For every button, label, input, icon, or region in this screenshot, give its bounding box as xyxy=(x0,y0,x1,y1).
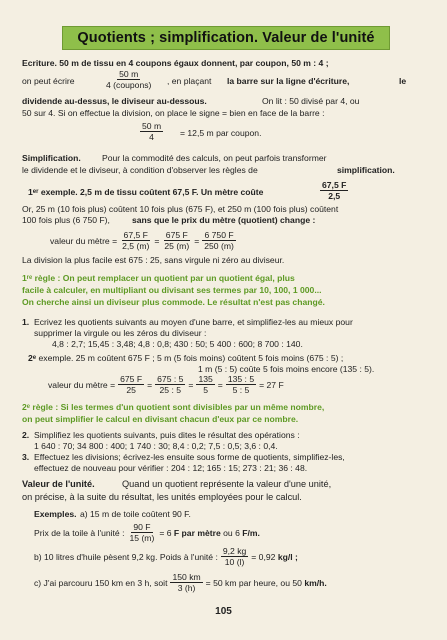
ecriture-result: = 12,5 m par coupon. xyxy=(180,128,262,138)
fraction-numerator: 67,5 F xyxy=(123,230,148,240)
fraction xyxy=(128,522,157,543)
unit-bold: km/h. xyxy=(304,577,327,588)
valeur-line-2: on précise, à la suite du résultat, les unités employées pour le calcul. xyxy=(22,492,302,502)
valeur-line-1: Quand un quotient représente la valeur d'une unité, xyxy=(122,479,332,489)
fraction-50m-4coupons xyxy=(104,69,153,90)
rule-2-line-1: 2ᵉ règle : Si les termes d'un quotient sont divisibles par un même nombre, xyxy=(22,402,325,412)
fraction-numerator: 675 F xyxy=(165,230,188,240)
fraction xyxy=(162,230,191,251)
fraction-denominator: 2,5 (m) xyxy=(122,241,150,251)
example-b-equation xyxy=(34,546,298,567)
example-a-equation xyxy=(34,522,260,543)
example-1-text: exemple. 2,5 m de tissu coûtent 67,5 F. Un mètre coûte xyxy=(40,187,264,197)
equation-result: = 27 F xyxy=(259,379,284,390)
equation-result-or: ou 6 xyxy=(223,527,240,538)
valeur-heading: Valeur de l'unité. xyxy=(22,479,95,489)
example-c-equation xyxy=(34,572,327,593)
equation-result: = 50 km par heure, ou 50 xyxy=(205,577,302,588)
fraction-denominator: 25 (m) xyxy=(164,241,190,251)
example-1-sup: er xyxy=(32,189,39,195)
fraction-denominator: 25 : 5 xyxy=(159,385,182,395)
example-2-number: 2 xyxy=(28,353,33,363)
unit-bold: F/m. xyxy=(242,527,260,538)
example-2-line-2: 1 m (5 : 5) coûte 5 fois moins encore (135 : 5). xyxy=(198,364,375,374)
exercise-1-number: 1. xyxy=(22,317,30,327)
fraction-numerator: 135 : 5 xyxy=(227,374,255,384)
example-1-line-5: La division la plus facile est 675 : 25, sans virgule ni zéro au diviseur. xyxy=(22,255,285,265)
example-2-sup: e xyxy=(32,355,37,361)
fraction xyxy=(120,230,151,251)
example-1-line-2: Or, 25 m (10 fois plus) coûtent 10 fois plus (675 F), et 250 m (100 fois plus) coûtent xyxy=(22,204,339,214)
fraction xyxy=(170,572,202,593)
fraction-numerator: 6 750 F xyxy=(204,230,234,240)
fraction-denominator: 5 : 5 xyxy=(232,385,250,395)
exercise-2-line-2: 1 640 : 70; 34 800 : 400; 1 740 : 30; 8,4 : 0,2; 7,5 : 0,5; 3,6 : 0,4. xyxy=(34,441,278,451)
exercise-3-number: 3. xyxy=(22,452,30,462)
example-b-text: b) 10 litres d'huile pèsent 9,2 kg. Poids à l'unité : xyxy=(34,551,218,562)
rule-2-line-2: on peut simplifier le calcul en divisant chacun d'eux par ce nombre. xyxy=(22,414,299,424)
examples-label: Exemples. xyxy=(34,509,77,519)
simplification-line-2-bold: simplification. xyxy=(337,165,395,175)
example-2-equation xyxy=(48,374,284,395)
fraction-denominator: 15 (m) xyxy=(129,533,155,543)
example-1-line-3: 100 fois plus (6 750 F), xyxy=(22,215,110,225)
example-2-line-1 xyxy=(28,353,343,363)
example-c-text: c) J'ai parcouru 150 km en 3 h, soit xyxy=(34,577,168,588)
fraction-numerator: 135 xyxy=(198,374,213,384)
example-1-title xyxy=(28,187,263,197)
example-1-equation xyxy=(50,230,239,251)
fraction-numerator: 9,2 kg xyxy=(222,546,247,556)
exercise-3-line-1: Effectuez les divisions; écrivez-les ensuite sous forme de quotients, simplifiez-les, xyxy=(34,452,345,462)
fraction-denominator: 10 (l) xyxy=(224,557,245,567)
title-banner xyxy=(62,26,390,50)
fraction xyxy=(155,374,185,395)
fraction-numerator: 67,5 F xyxy=(322,180,347,190)
ecriture-line-4: 50 sur 4. Si on effectue la division, on place le signe = bien en face de la barre : xyxy=(22,108,325,118)
rule-1-line-1: 1ʳᵉ règle : On peut remplacer un quotient par un quotient égal, plus xyxy=(22,273,295,283)
exercise-1-line-3: 4,8 : 2,7; 15,45 : 3,48; 4,8 : 0,8; 430 : 50; 5 400 : 600; 8 700 : 140. xyxy=(52,339,303,349)
equation-label: Prix de la toile à l'unité : xyxy=(34,527,125,538)
fraction-numerator: 50 m xyxy=(142,121,162,131)
fraction-numerator: 675 : 5 xyxy=(157,374,184,384)
ecriture-line-3-bold: dividende au-dessus, le diviseur au-dessous. xyxy=(22,96,207,106)
fraction xyxy=(196,374,214,395)
fraction xyxy=(226,374,256,395)
exercise-3-line-2: effectuez de nouveau pour vérifier : 204 : 12; 165 : 15; 273 : 21; 36 : 48. xyxy=(34,463,308,473)
example-1-number: 1 xyxy=(28,187,33,197)
unit-bold: F par mètre xyxy=(173,527,221,538)
ecriture-line-2-bold: la barre sur la ligne d'écriture, xyxy=(227,76,350,86)
fraction-numerator: 50 m xyxy=(119,69,139,79)
fraction-denominator: 4 (coupons) xyxy=(106,80,152,90)
fraction-denominator: 5 xyxy=(203,385,209,395)
ecriture-line-2-start: on peut écrire xyxy=(22,76,75,86)
ecriture-line-2-mid: , en plaçant xyxy=(167,76,212,86)
unit-bold: kg/l ; xyxy=(277,551,298,562)
fraction-numerator: 150 km xyxy=(172,572,201,582)
fraction-67-5F-2-5 xyxy=(320,180,348,201)
simplification-line-2: le dividende et le diviseur, à condition d'observer les règles de xyxy=(22,165,258,175)
equals-sign: = xyxy=(188,379,194,390)
equals-sign: = xyxy=(217,379,223,390)
rule-1-line-2: facile à calculer, en multipliant ou divisant ses termes par 10, 100, 1 000... xyxy=(22,285,322,295)
fraction-numerator: 675 F xyxy=(120,374,143,384)
equation-label: valeur du mètre = xyxy=(50,235,118,246)
rule-1-line-3: On cherche ainsi un diviseur plus commode. Le résultat n'est pas changé. xyxy=(22,297,325,307)
simplification-heading: Simplification. xyxy=(22,153,81,163)
equation-result: = 0,92 xyxy=(251,551,276,562)
equals-sign: = xyxy=(194,235,200,246)
fraction-denominator: 25 xyxy=(126,385,136,395)
fraction xyxy=(202,230,236,251)
equals-sign: = xyxy=(154,235,160,246)
fraction-denominator: 250 (m) xyxy=(204,241,234,251)
exercise-2-number: 2. xyxy=(22,430,30,440)
example-a-line: a) 15 m de toile coûtent 90 F. xyxy=(80,509,191,519)
equation-result: = 6 xyxy=(159,527,172,538)
example-2-text: exemple. 25 m coûtent 675 F ; 5 m (5 fois moins) coûtent 5 fois moins (675 : 5) ; xyxy=(38,353,344,363)
exercise-1-line-1: Ecrivez les quotients suivants au moyen d'une barre, et simplifiez-les au mieux pour xyxy=(34,317,353,327)
exercise-1-line-2: supprimer la virgule ou les zéros du diviseur : xyxy=(34,328,207,338)
exercise-2-line-1: Simplifiez les quotients suivants, puis dites le résultat des opérations : xyxy=(34,430,300,440)
ecriture-line-1: Ecriture. 50 m de tissu en 4 coupons égaux donnent, par coupon, 50 m : 4 ; xyxy=(22,58,329,68)
ecriture-line-3: On lit : 50 divisé par 4, ou xyxy=(262,96,360,106)
fraction-denominator: 2,5 xyxy=(328,191,341,201)
fraction-denominator: 4 xyxy=(149,132,154,142)
fraction xyxy=(221,546,248,567)
equation-label: valeur du mètre = xyxy=(48,379,116,390)
fraction-50m-4 xyxy=(140,121,163,142)
fraction-denominator: 3 (h) xyxy=(177,583,196,593)
example-1-line-3-bold: sans que le prix du mètre (quotient) change : xyxy=(132,215,316,225)
fraction xyxy=(118,374,144,395)
fraction-numerator: 90 F xyxy=(133,522,151,532)
ecriture-line-2-end: le xyxy=(399,76,407,86)
simplification-line-1: Pour la commodité des calculs, on peut parfois transformer xyxy=(102,153,327,163)
page-title: Quotients ; simplification. Valeur de l'unité xyxy=(77,30,375,46)
equals-sign: = xyxy=(147,379,153,390)
page-number: 105 xyxy=(215,606,232,617)
